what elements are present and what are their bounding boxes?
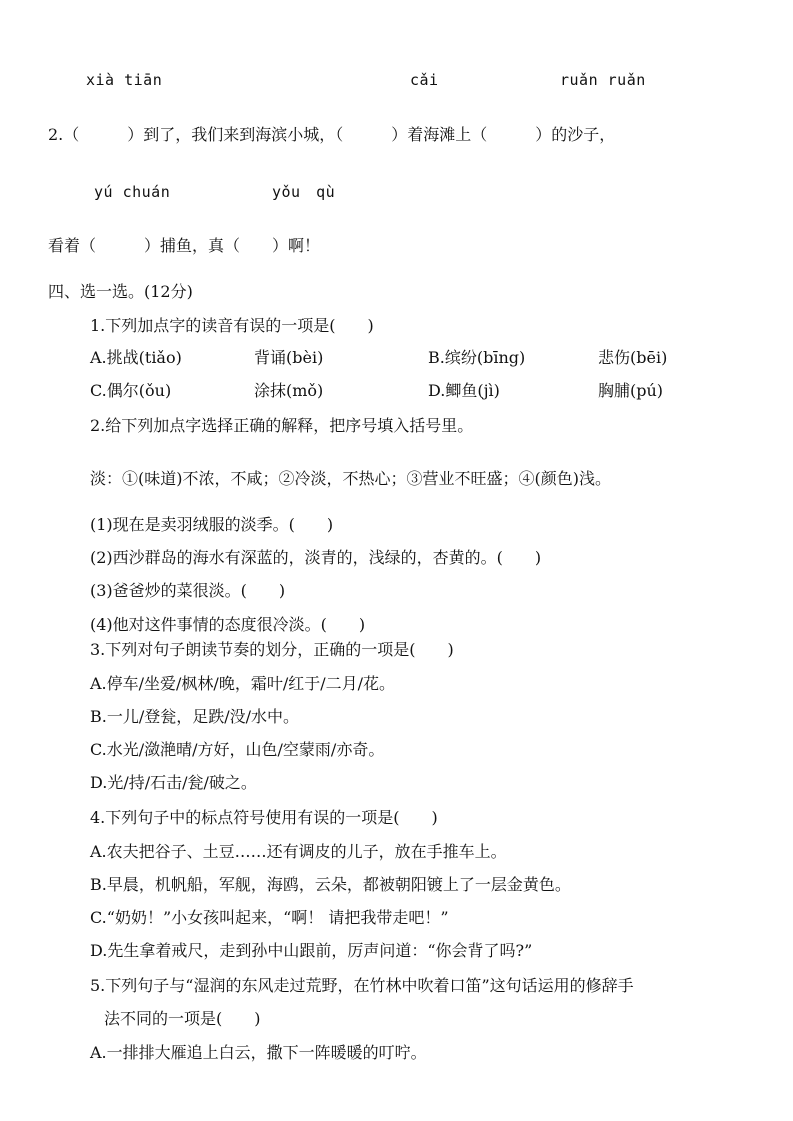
pinyin-yu-chuan: yú chuán	[94, 183, 171, 201]
q1-option-c1: C.偶尔(ǒu)	[90, 381, 172, 400]
q5-stem-line-2: 法不同的一项是( )	[104, 1009, 261, 1028]
q4-option-a: A.农夫把谷子、土豆……还有调皮的儿子，放在手推车上。	[90, 842, 507, 861]
q1-option-b1: B.缤纷(bīng)	[428, 348, 526, 367]
q1-option-d1: D.鲫鱼(jì)	[428, 381, 500, 400]
q1-option-b2: 悲伤(bēi)	[598, 348, 668, 367]
q3-option-d: D.光/持/石击/瓮/破之。	[90, 773, 257, 792]
q4-option-d: D.先生拿着戒尺，走到孙中山跟前，厉声问道：“你会背了吗?”	[90, 941, 533, 960]
pinyin-ruan-ruan: ruǎn ruǎn	[560, 71, 646, 89]
pinyin-cai: cǎi	[410, 71, 439, 89]
q2-definitions: 淡：①(味道)不浓，不咸；②冷淡，不热心；③营业不旺盛；④(颜色)浅。	[90, 469, 611, 488]
q4-option-b: B.早晨，机帆船，军舰，海鸥，云朵，都被朝阳镀上了一层金黄色。	[90, 875, 571, 894]
q4-option-c: C.“奶奶！”小女孩叫起来，“啊！ 请把我带走吧！”	[90, 908, 449, 927]
q1-option-a1: A.挑战(tiǎo)	[90, 348, 182, 367]
q5-stem-line-1: 5.下列句子与“湿润的东风走过荒野，在竹林中吹着口笛”这句话运用的修辞手	[90, 976, 634, 995]
q4-stem: 4.下列句子中的标点符号使用有误的一项是( )	[90, 808, 438, 827]
q1-option-d2: 胸脯(pú)	[598, 381, 664, 400]
q2-fill-line-2: 看着（ ）捕鱼，真（ ）啊！	[48, 236, 321, 255]
q1-stem: 1.下列加点字的读音有误的一项是( )	[90, 316, 374, 335]
section-title: 四、选一选。(12分)	[48, 282, 193, 301]
pinyin-xia-tian: xià tiān	[86, 71, 163, 89]
q3-option-c: C.水光/潋滟晴/方好，山色/空蒙雨/亦奇。	[90, 740, 385, 759]
q2-sentence-3: (3)爸爸炒的菜很淡。( )	[90, 581, 286, 600]
q1-option-c2: 涂抹(mǒ)	[254, 381, 324, 400]
q5-option-a: A.一排排大雁追上白云，撒下一阵暖暖的叮咛。	[90, 1043, 427, 1062]
q3-stem: 3.下列对句子朗读节奏的划分，正确的一项是( )	[90, 640, 454, 659]
q1-option-a2: 背诵(bèi)	[254, 348, 324, 367]
q2-sentence-2: (2)西沙群岛的海水有深蓝的，淡青的，浅绿的，杏黄的。( )	[90, 548, 542, 567]
q2-stem: 2.给下列加点字选择正确的解释，把序号填入括号里。	[90, 416, 474, 435]
pinyin-you-qu: yǒu qù	[272, 183, 336, 201]
q2-fill-line-1: 2.（ ）到了，我们来到海滨小城，（ ）着海滩上（ ）的沙子，	[48, 125, 616, 144]
q3-option-a: A.停车/坐爱/枫林/晚，霜叶/红于/二月/花。	[90, 674, 395, 693]
q2-sentence-4: (4)他对这件事情的态度很冷淡。( )	[90, 615, 366, 634]
q3-option-b: B.一儿/登瓮，足跌/没/水中。	[90, 707, 300, 726]
q2-sentence-1: (1)现在是卖羽绒服的淡季。( )	[90, 515, 334, 534]
